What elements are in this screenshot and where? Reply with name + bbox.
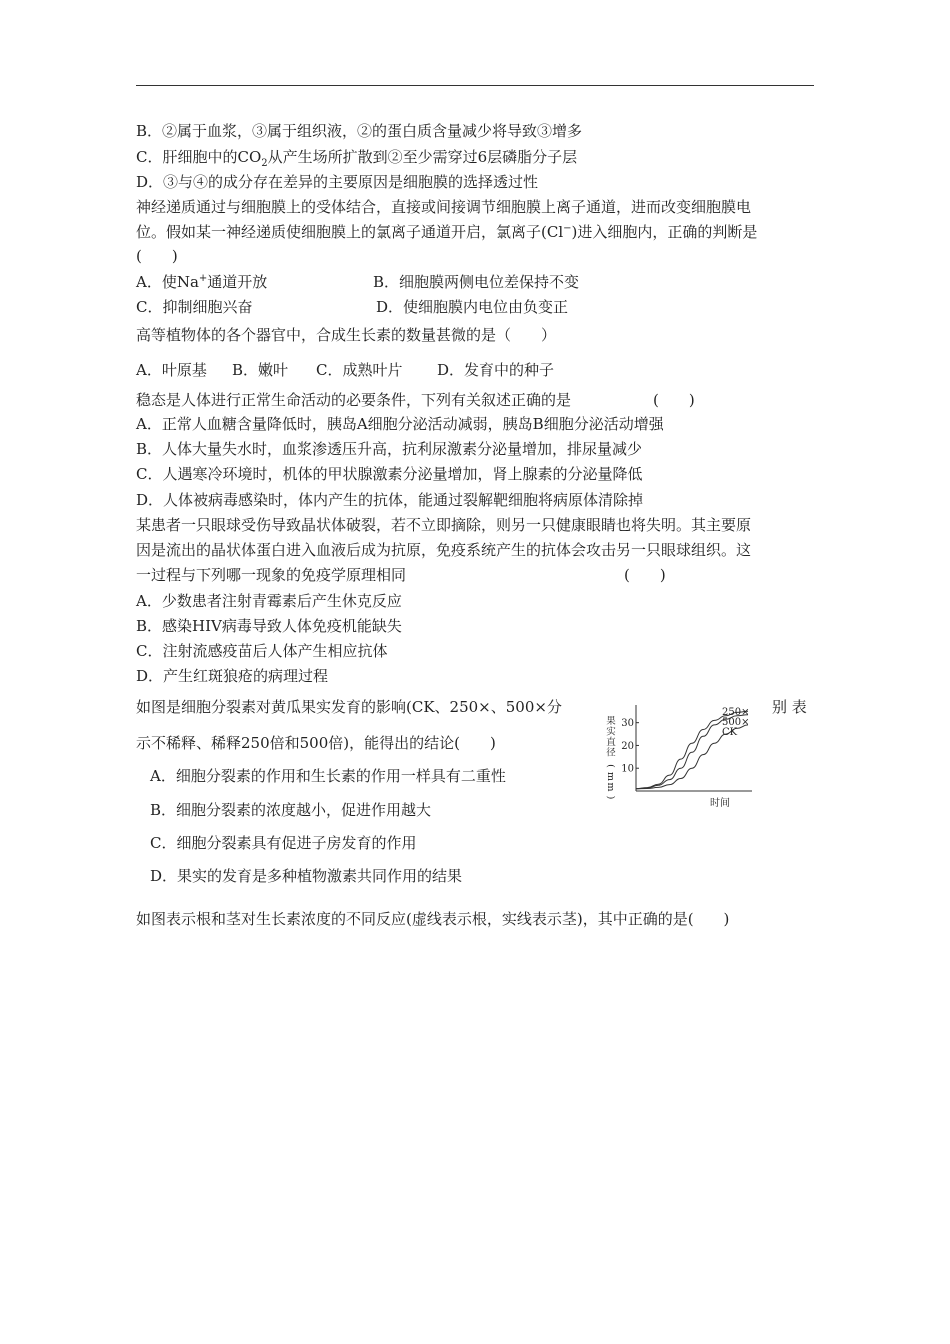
y-axis-label-char: ) — [605, 795, 616, 800]
q-cyto-option-c: C．细胞分裂素具有促进子房发育的作用 — [150, 834, 417, 852]
y-tick-label: 30 — [621, 718, 634, 730]
q-neuro-stem-line-1: 神经递质通过与细胞膜上的受体结合，直接或间接调节细胞膜上离子通道，进而改变细胞膜电 — [136, 198, 752, 216]
q-homeo-option-a: A．正常人血糖含量降低时，胰岛A细胞分泌活动减弱，胰岛B细胞分泌活动增强 — [136, 415, 664, 433]
header-rule — [136, 85, 814, 86]
q-auxin-option-c: C．成熟叶片 — [316, 361, 403, 379]
q-prev-option-c-text: C．肝细胞中的CO — [136, 148, 262, 166]
y-axis-label — [605, 716, 616, 799]
q-homeo-option-c: C．人遇寒冷环境时，机体的甲状腺激素分泌量增加，肾上腺素的分泌量降低 — [136, 465, 643, 483]
q-auxin-option-d: D．发育中的种子 — [437, 361, 555, 379]
q-homeo-option-d: D．人体被病毒感染时，体内产生的抗体，能通过裂解靶细胞将病原体清除掉 — [136, 491, 644, 509]
superscript: + — [198, 273, 208, 284]
q-homeo-stem: 稳态是人体进行正常生命活动的必要条件，下列有关叙述正确的是 — [136, 391, 572, 409]
y-axis-label-char: m — [605, 782, 616, 792]
q-cyto-option-a: A．细胞分裂素的作用和生长素的作用一样具有二重性 — [150, 767, 506, 785]
series-label: 500× — [722, 717, 750, 728]
q-eye-option-b: B．感染HIV病毒导致人体免疫机能缺失 — [136, 617, 402, 635]
y-axis-label-char: 径 — [606, 747, 616, 759]
fruit-diameter-chart — [600, 702, 760, 812]
y-tick-label: 10 — [621, 763, 634, 775]
q-eye-answer-blank: ( ) — [624, 566, 666, 584]
q-cyto-stem-line-2: 示不稀释、稀释250倍和500倍)，能得出的结论( ) — [136, 734, 496, 752]
q-neuro-stem-text: 位。假如某一神经递质使细胞膜上的氯离子通道开启，氯离子(Cl — [136, 223, 564, 241]
q-auxin-stem: 高等植物体的各个器官中，合成生长素的数量甚微的是（ ） — [136, 326, 557, 344]
q-eye-option-a: A．少数患者注射青霉素后产生休克反应 — [136, 592, 402, 610]
series-label: CK — [722, 727, 738, 738]
y-axis-label-char: 果 — [606, 716, 616, 727]
q-neuro-option-a-text: A．使Na — [136, 273, 199, 291]
q-prev-option-b: B．②属于血浆，③属于组织液，②的蛋白质含量减少将导致③增多 — [136, 122, 583, 140]
q-auxin-option-a: A．叶原基 — [136, 361, 207, 379]
q-neuro-option-a — [136, 272, 267, 292]
superscript: − — [563, 223, 572, 234]
q-eye-stem-line-3: 一过程与下列哪一现象的免疫学原理相同 — [136, 566, 407, 584]
q-cyto-stem-line-1-tail: 别 表 — [772, 698, 807, 716]
subscript: 2 — [261, 158, 268, 169]
q-neuro-answer-blank: ( ) — [136, 247, 178, 265]
q-prev-option-d: D．③与④的成分存在差异的主要原因是细胞膜的选择透过性 — [136, 173, 539, 191]
q-neuro-option-a-text-tail: 通道开放 — [207, 273, 268, 291]
q-neuro-stem-text-tail: )进入细胞内，正确的判断是 — [571, 223, 758, 241]
y-axis-label-char: 实 — [606, 726, 616, 738]
q-eye-stem-line-1: 某患者一只眼球受伤导致晶状体破裂，若不立即摘除，则另一只健康眼睛也将失明。其主要原 — [136, 516, 752, 534]
q-homeo-answer-blank: ( ) — [653, 391, 695, 409]
q-neuro-stem-line-2 — [136, 222, 757, 242]
y-axis-label-char: ( — [605, 764, 616, 768]
q-eye-stem-line-2: 因是流出的晶状体蛋白进入血液后成为抗原，免疫系统产生的抗体会攻击另一只眼球组织。这 — [136, 541, 752, 559]
q-eye-option-d: D．产生红斑狼疮的病理过程 — [136, 667, 329, 685]
y-axis-label-char: m — [605, 771, 616, 782]
q-root-stem: 如图表示根和茎对生长素浓度的不同反应(虚线表示根，实线表示茎)，其中正确的是( ) — [136, 910, 730, 928]
q-cyto-stem-line-1: 如图是细胞分裂素对黄瓜果实发育的影响(CK、250×、500×分 — [136, 698, 562, 716]
q-prev-option-c — [136, 147, 577, 167]
q-auxin-option-b: B．嫩叶 — [232, 361, 289, 379]
q-neuro-option-d: D．使细胞膜内电位由负变正 — [376, 298, 569, 316]
y-tick-label: 20 — [621, 740, 634, 752]
q-neuro-option-c: C．抑制细胞兴奋 — [136, 298, 253, 316]
q-homeo-option-b: B．人体大量失水时，血浆渗透压升高，抗利尿激素分泌量增加，排尿量减少 — [136, 440, 643, 458]
q-neuro-option-b: B．细胞膜两侧电位差保持不变 — [373, 273, 580, 291]
q-cyto-option-b: B．细胞分裂素的浓度越小，促进作用越大 — [150, 801, 432, 819]
x-axis-label: 时间 — [710, 798, 730, 809]
q-eye-option-c: C．注射流感疫苗后人体产生相应抗体 — [136, 642, 388, 660]
q-prev-option-c-text-tail: 从产生场所扩散到②至少需穿过6层磷脂分子层 — [267, 148, 578, 166]
y-axis-label-char: 直 — [606, 737, 616, 748]
series-label: 250× — [722, 707, 750, 718]
q-cyto-option-d: D．果实的发育是多种植物激素共同作用的结果 — [150, 867, 463, 885]
